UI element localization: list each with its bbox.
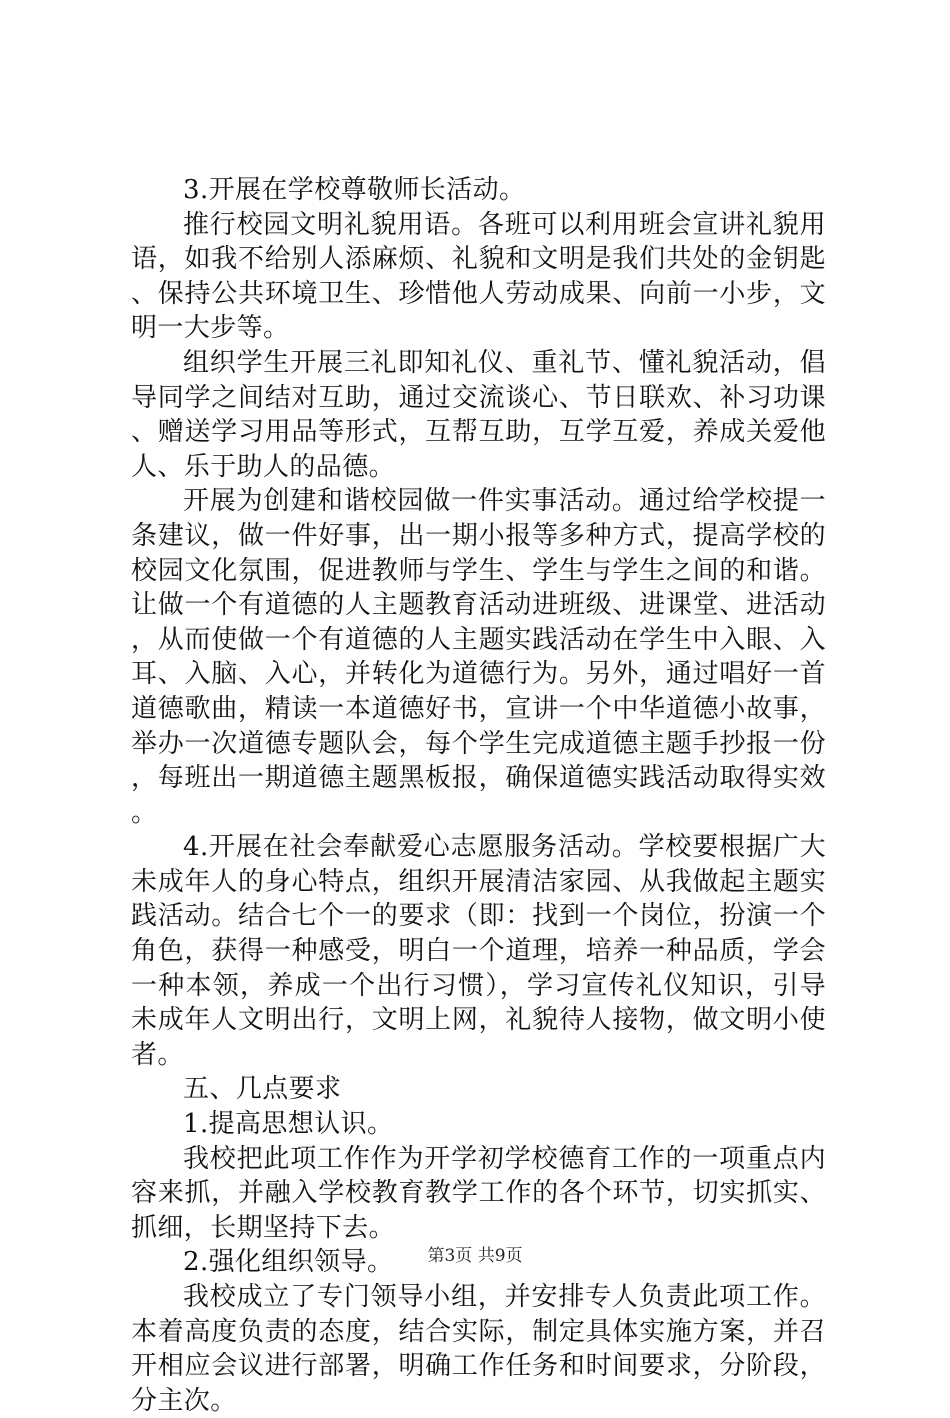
paragraph: 推行校园文明礼貌用语。各班可以利用班会宣讲礼貌用语，如我不给别人添麻烦、礼貌和文明是我们共处的金钥匙、保持公共环境卫生、珍惜他人劳动成果、向前一小步，文明一大步等。 [131,209,826,344]
paragraph: 3.开展在学校尊敬师长活动。 [183,175,526,205]
paragraph: 组织学生开展三礼即知礼仪、重礼节、懂礼貌活动，倡导同学之间结对互助，通过交流谈心、节日联欢、补习功课、赠送学习用品等形式，互帮互助，互学互爱，养成关爱他人、乐于助人的品德。 [131,347,826,482]
subsection-heading: 2.强化组织领导。 [183,1247,394,1278]
document-body [131,173,826,1418]
page-number-footer: 第3页 共9页 [427,1246,523,1266]
paragraph: 4.开展在社会奉献爱心志愿服务活动。学校要根据广大未成年人的身心特点，组织开展清洁家园、从我做起主题实践活动。结合七个一的要求（即：找到一个岗位，扮演一个角色，获得一种感受，明白一个道理，培养一种品质，学会一种本领，养成一个出行习惯），学习宣传礼仪知识，引导未成年人文明出行，文明上网，礼貌待人接物，做文明小使者。 [131,832,826,1070]
section-heading: 五、几点要求 [183,1074,342,1105]
paragraph: 我校成立了专门领导小组，并安排专人负责此项工作。本着高度负责的态度，结合实际，制定具体实施方案，并召开相应会议进行部署，明确工作任务和时间要求，分阶段，分主次。 [131,1282,826,1416]
subsection-heading: 1.提高思想认识。 [183,1109,394,1140]
paragraph: 我校把此项工作作为开学初学校德育工作的一项重点内容来抓，并融入学校教育教学工作的各个环节，切实抓实、抓细，长期坚持下去。 [131,1143,826,1243]
paragraph: 开展为创建和谐校园做一件实事活动。通过给学校提一条建议，做一件好事，出一期小报等多种方式，提高学校的校园文化氛围，促进教师与学生、学生与学生之间的和谐。让做一个有道德的人主题教育活动进班级、进课堂、进活动，从而使做一个有道德的人主题实践活动在学生中入眼、入耳、入脑、入心，并转化为道德行为。另外，通过唱好一首道德歌曲，精读一本道德好书，宣讲一个中华道德小故事，举办一次道德专题队会，每个学生完成道德主题手抄报一份，每班出一期道德主题黑板报，确保道德实践活动取得实效。 [131,486,826,828]
